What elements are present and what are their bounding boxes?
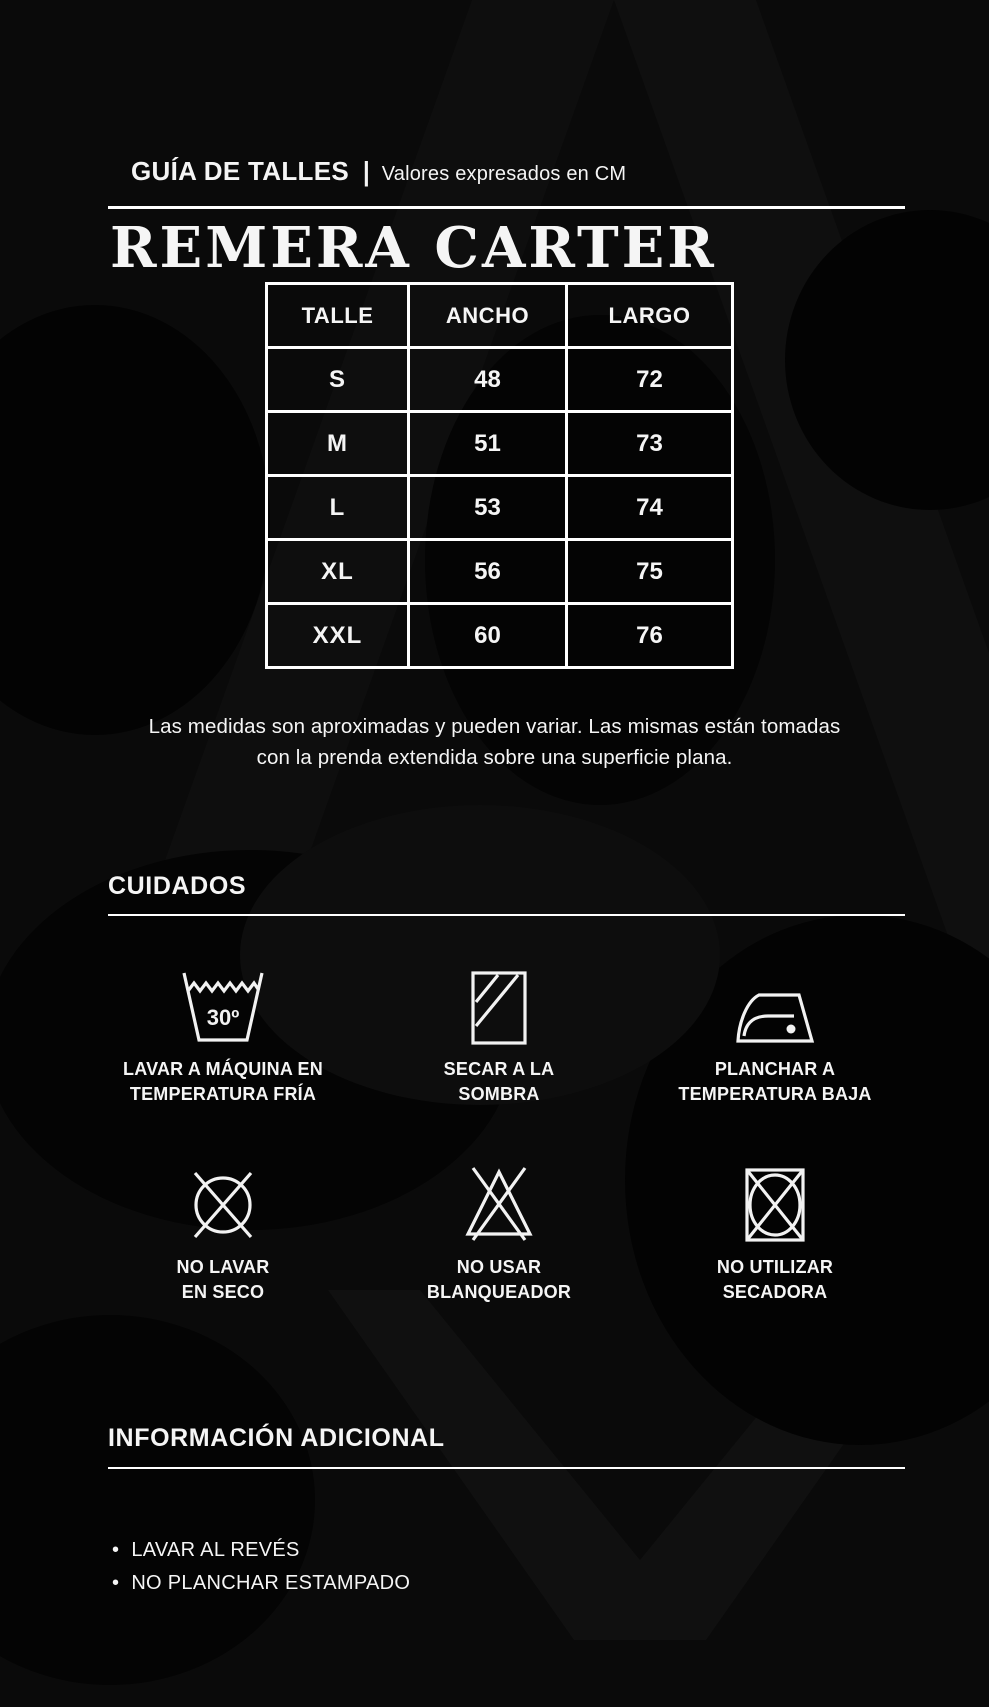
table-row [267, 540, 733, 604]
ancho-cell: 60 [409, 604, 567, 668]
care-item-no-dry-clean [85, 1164, 361, 1304]
table-row [267, 604, 733, 668]
list-item [112, 1534, 410, 1567]
bullet-point: • [112, 1539, 120, 1561]
care-row [85, 1164, 915, 1304]
measurement-disclaimer [0, 711, 989, 773]
care-item-label: NO UTILIZAR SECADORA [716, 1257, 834, 1302]
additional-info-heading: INFORMACIÓN ADICIONAL [108, 1424, 445, 1452]
disclaimer-line: Las medidas son aproximadas y pueden variar. Las mismas están tomadas [148, 715, 841, 738]
column-header-ancho: ANCHO [409, 284, 567, 348]
no-bleach-icon [461, 1164, 537, 1244]
care-item-iron-low [637, 966, 913, 1106]
guide-header [131, 156, 626, 187]
care-item-label: PLANCHAR A TEMPERATURA BAJA [678, 1059, 872, 1104]
ancho-cell: 48 [409, 348, 567, 412]
product-name: REMERA CARTER [110, 215, 717, 281]
care-icon-box [470, 966, 528, 1046]
largo-cell: 76 [567, 604, 733, 668]
guide-title: GUÍA DE TALLES [131, 156, 349, 186]
additional-info-list [112, 1534, 410, 1600]
size-cell: S [267, 348, 409, 412]
largo-cell: 75 [567, 540, 733, 604]
info-item-text: LAVAR AL REVÉS [131, 1539, 300, 1561]
wash-temperature-label: 30º [206, 1005, 240, 1030]
table-row [267, 412, 733, 476]
care-icon-box [461, 1164, 537, 1244]
ancho-cell: 51 [409, 412, 567, 476]
size-cell: M [267, 412, 409, 476]
largo-cell: 72 [567, 348, 733, 412]
additional-info-divider [108, 1467, 905, 1469]
care-item-machine-wash [85, 966, 361, 1106]
table-row [267, 348, 733, 412]
care-item-label: SECAR A LA SOMBRA [443, 1059, 555, 1104]
no-tumble-dry-icon [744, 1166, 806, 1244]
care-icon-box [187, 1164, 259, 1244]
care-row [85, 966, 915, 1106]
column-header-talle: TALLE [267, 284, 409, 348]
table-row [267, 476, 733, 540]
header-separator: | [362, 157, 370, 188]
header-divider [108, 206, 905, 209]
care-item-no-bleach [361, 1164, 637, 1304]
column-header-largo: LARGO [567, 284, 733, 348]
size-cell: XXL [267, 604, 409, 668]
size-table [265, 282, 734, 669]
ancho-cell: 56 [409, 540, 567, 604]
size-cell: XL [267, 540, 409, 604]
care-section-heading: CUIDADOS [108, 872, 247, 900]
dry-in-shade-icon [470, 970, 528, 1046]
largo-cell: 74 [567, 476, 733, 540]
info-item-text: NO PLANCHAR ESTAMPADO [131, 1572, 411, 1594]
care-item-dry-in-shade [361, 966, 637, 1106]
guide-subtitle: Valores expresados en CM [381, 163, 627, 185]
care-item-label: NO LAVAR EN SECO [176, 1257, 270, 1302]
size-cell: L [267, 476, 409, 540]
care-item-no-tumble-dry [637, 1164, 913, 1304]
care-icon-box [744, 1164, 806, 1244]
no-dry-clean-icon [187, 1166, 259, 1244]
largo-cell: 73 [567, 412, 733, 476]
disclaimer-line: con la prenda extendida sobre una superficie plana. [256, 746, 733, 769]
list-item [112, 1567, 410, 1600]
bullet-point: • [112, 1572, 120, 1594]
ancho-cell: 53 [409, 476, 567, 540]
machine-wash-cold-icon [177, 968, 269, 1046]
care-item-label: LAVAR A MÁQUINA EN TEMPERATURA FRÍA [123, 1059, 323, 1104]
care-icon-box [177, 966, 269, 1046]
size-table-header-row [267, 284, 733, 348]
iron-low-temp-icon [734, 990, 816, 1046]
care-icon-box [734, 966, 816, 1046]
care-item-label: NO USAR BLANQUEADOR [426, 1257, 572, 1302]
care-section-divider [108, 914, 905, 916]
